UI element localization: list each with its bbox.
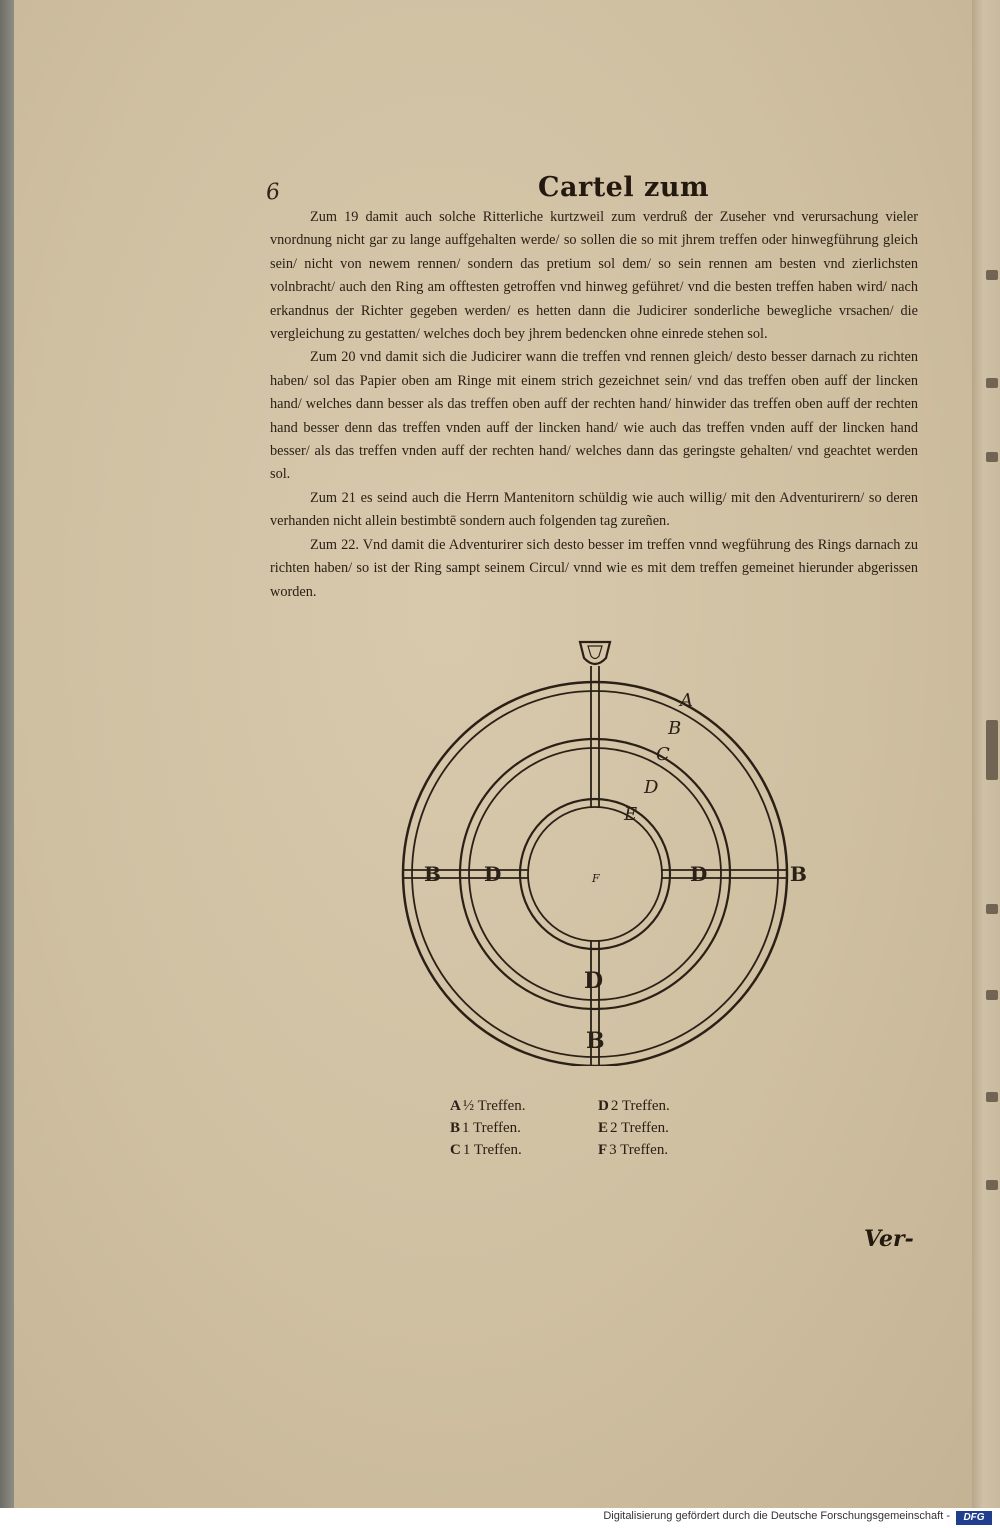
legend-entry: E 2 Treffen.	[598, 1120, 669, 1136]
axis-letter-bottom-inner: D	[584, 968, 604, 994]
page-number: 6	[264, 179, 282, 206]
dfg-logo[interactable]: DFG	[956, 1511, 992, 1525]
legend-entry: D 2 Treffen.	[598, 1098, 670, 1114]
axis-letter-bottom-outer: B	[586, 1028, 605, 1054]
legend-entry: C 1 Treffen.	[450, 1142, 522, 1158]
ring-diagram	[350, 636, 850, 1066]
paragraph-22: Zum 22. Vnd damit die Adventurirer sich desto besser im treffen vnnd wegführung des Rings darnach zu richten haben/ so ist der Ring sampt seinem Circul/ vnnd wie es mit dem treffen gemeinet hierunder abgerissen worden.	[270, 536, 918, 600]
footer-credit: Digitalisierung gefördert durch die Deutsche Forschungsgemeinschaft -	[603, 1510, 950, 1522]
legend-entry: B 1 Treffen.	[450, 1120, 521, 1136]
scan-edge	[0, 0, 14, 1508]
legend-entry: A ½ Treffen.	[450, 1098, 526, 1114]
footer-bar	[0, 1508, 1000, 1528]
axis-letter-right-inner: D	[690, 862, 708, 886]
axis-letter-left-inner: D	[484, 862, 502, 886]
catchword: Ver-	[864, 1226, 914, 1252]
adjacent-page-edge	[972, 0, 1000, 1508]
legend-left-column	[450, 1095, 526, 1161]
paragraph-21: Zum 21 es seind auch die Herrn Mantenitorn schüldig wie auch willig/ mit den Adventurirern/ so deren verhanden nicht allein bestimbtē sondern auch folgenden tag zureñen.	[270, 489, 918, 530]
axis-letter-left-outer: B	[424, 862, 441, 886]
legend-right-column	[598, 1095, 670, 1161]
paragraph-20: Zum 20 vnd damit sich die Judicirer wann die treffen vnd rennen gleich/ desto besser darnach zu richten haben/ sol das Papier oben am Ringe mit einem strich gezeichnet sein/ vnd das treffen oben auff der lincken hand/ welches dann besser als das treffen oben auff der rechten hand/ hinwider das treffen oben auff der rechten hand besser denn das treffen vnden auff der lincken hand/ wie auch das treffen vnden auff der lincken hand besser/ als das treffen vnden auff der rechten hand/ welches dann das geringste gehalten/ vnd geachtet werden sol.	[270, 349, 918, 483]
running-head: Cartel zum	[538, 172, 710, 203]
body-text	[270, 206, 918, 604]
ring-letter-b: B	[668, 718, 682, 739]
paragraph-19: Zum 19 damit auch solche Ritterliche kurtzweil zum verdruß der Zuseher vnd verursachung vieler vnordnung nicht gar zu lange auffgehalten werde/ so sollen die so mit jhrem treffen oder hinwegführung gleich sein/ nicht von newem rennen/ sondern das pretium sol dem/ so sein rennen am besten vnd zierlichsten volnbracht/ auch den Ring am offtesten getroffen vnd hinweg geführet/ vnd die besten treffen haben wird/ nach erkandnus der Richter gegeben werden/ es hetten dann die Judicirer sonderliche bewegliche vrsachen/ die vergleichung zu gestatten/ welches doch bey jhrem bedencken ohne einrede stehen sol.	[270, 209, 918, 343]
legend-entry: F 3 Treffen.	[598, 1142, 669, 1158]
ring-letter-c: C	[656, 744, 670, 765]
ring-letter-d: D	[644, 777, 659, 798]
axis-letter-right-outer: B	[790, 862, 807, 886]
ring-letter-e: E	[624, 804, 638, 825]
ring-letter-a: A	[680, 690, 693, 711]
center-letter-f: F	[592, 872, 600, 885]
